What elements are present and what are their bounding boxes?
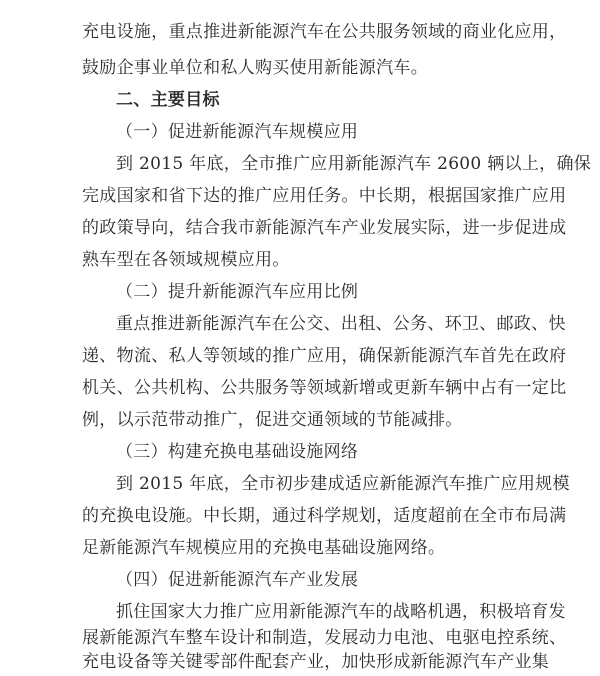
paragraph-line: 充电设备等关键零部件配套产业，加快形成新能源汽车产业集 xyxy=(82,652,550,672)
paragraph-line: 充电设施，重点推进新能源汽车在公共服务领域的商业化应用， xyxy=(82,22,567,42)
paragraph-line: 展新能源汽车整车设计和制造，发展动力电池、电驱电控系统、 xyxy=(82,628,567,648)
paragraph-line: 到 2015 年底，全市初步建成适应新能源汽车推广应用规模 xyxy=(116,474,570,494)
subsection-heading: （三）构建充换电基础设施网络 xyxy=(116,442,359,462)
paragraph-line: 递、物流、私人等领域的推广应用，确保新能源汽车首先在政府 xyxy=(82,346,567,366)
paragraph-line: 鼓励企事业单位和私人购买使用新能源汽车。 xyxy=(82,58,428,78)
paragraph-line: 熟车型在各领域规模应用。 xyxy=(82,250,290,270)
paragraph-line: 到 2015 年底，全市推广应用新能源汽车 2600 辆以上，确保 xyxy=(116,154,592,174)
paragraph-line: 抓住国家大力推广应用新能源汽车的战略机遇，积极培育发 xyxy=(116,602,566,622)
subsection-heading: （一）促进新能源汽车规模应用 xyxy=(116,122,359,142)
paragraph-line: 机关、公共机构、公共服务等领域新增或更新车辆中占有一定比 xyxy=(82,378,567,398)
paragraph-line: 的政策导向，结合我市新能源汽车产业发展实际，进一步促进成 xyxy=(82,218,567,238)
section-heading: 二、主要目标 xyxy=(116,90,220,110)
paragraph-line: 重点推进新能源汽车在公交、出租、公务、环卫、邮政、快 xyxy=(116,314,566,334)
subsection-heading: （四）促进新能源汽车产业发展 xyxy=(116,570,359,590)
paragraph-line: 的充换电设施。中长期，通过科学规划，适度超前在全市布局满 xyxy=(82,506,567,526)
subsection-heading: （二）提升新能源汽车应用比例 xyxy=(116,282,359,302)
paragraph-line: 例，以示范带动推广，促进交通领域的节能减排。 xyxy=(82,410,463,430)
paragraph-line: 完成国家和省下达的推广应用任务。中长期，根据国家推广应用 xyxy=(82,186,567,206)
paragraph-line: 足新能源汽车规模应用的充换电基础设施网络。 xyxy=(82,538,446,558)
